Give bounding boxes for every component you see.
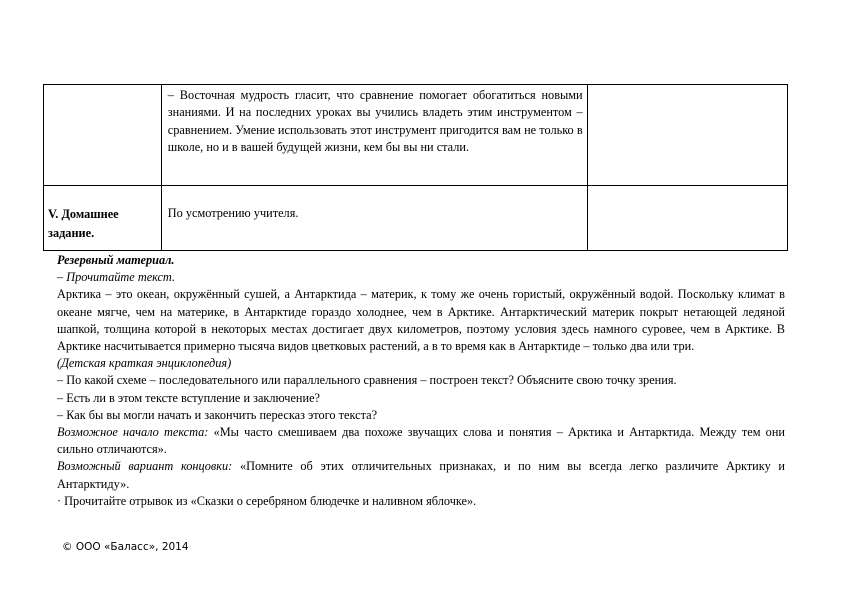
beginning-text: «Мы часто смешиваем два похоже звучащих слова и понятия – Арктика и Антарктида. Между тем они сильно отличаются».: [57, 425, 785, 457]
content-text: – Восточная мудрость гласит, что сравнение помогает обогатиться новыми знаниями. И на последних уроках вы учились владеть этим инструментом – сравнением. Умение использовать этот инструмент пригодится вам не только в школе, но и в вашей будущей жизни, кем бы вы ни стали.: [167, 88, 583, 154]
stage-cell: [44, 186, 162, 251]
question-item: – По какой схеме – последовательного или параллельного сравнения – построен текст? Объясните свою точку зрения.: [57, 373, 677, 388]
notes-text: [588, 186, 787, 205]
content-text: По усмотрению учителя.: [167, 206, 299, 220]
table-row: [44, 85, 788, 186]
final-task: · Прочитайте отрывок из «Сказки о серебряном блюдечке и наливном яблочке».: [57, 493, 477, 508]
possible-ending: [57, 458, 785, 492]
content-cell: [161, 186, 587, 251]
beginning-label: Возможное начало текста:: [57, 425, 209, 440]
question-item: – Как бы вы могли начать и закончить пересказ этого текста?: [57, 407, 378, 422]
content-cell: [161, 85, 587, 186]
reserve-heading: Резервный материал.: [57, 253, 175, 267]
notes-cell: [587, 85, 787, 186]
ending-text: «Помните об этих отличительных признаках, и по ним вы всегда легко различите Арктику и Антарктиду».: [57, 459, 786, 491]
lesson-table: [43, 84, 788, 251]
question-item: – Есть ли в этом тексте вступление и заключение?: [57, 390, 320, 405]
notes-text: [588, 85, 787, 87]
stage-label: [44, 85, 161, 104]
stage-cell: [44, 85, 162, 186]
read-instruction: – Прочитайте текст.: [57, 270, 176, 285]
source-citation: (Детская краткая энциклопедия): [57, 356, 232, 371]
copyright-footer: © ООО «Баласс», 2014: [62, 541, 189, 553]
passage-text: Арктика – это океан, окружённый сушей, а Антарктида – материк, к тому же очень гористый, окружённый водой. Поскольку климат в океане мягче, чем на материке, в Антарктиде гораздо холоднее, чем в Арктике. Антарктический материк покрыт нетающей ледяной шапкой, толщина которой в некоторых местах достигает двух километров, поэтому условия здесь намного суровее, чем в Арктике. В Арктике насчитывается примерно тысяча видов цветковых растений, а в то время как в Антарктиде – только два или три.: [57, 287, 785, 354]
reserve-material: [57, 252, 785, 510]
table-row: [44, 186, 788, 251]
stage-label: V. Домашнее задание.: [48, 207, 119, 240]
ending-label: Возможный вариант концовки:: [57, 459, 233, 474]
possible-beginning: [57, 424, 785, 458]
notes-cell: [587, 186, 787, 251]
